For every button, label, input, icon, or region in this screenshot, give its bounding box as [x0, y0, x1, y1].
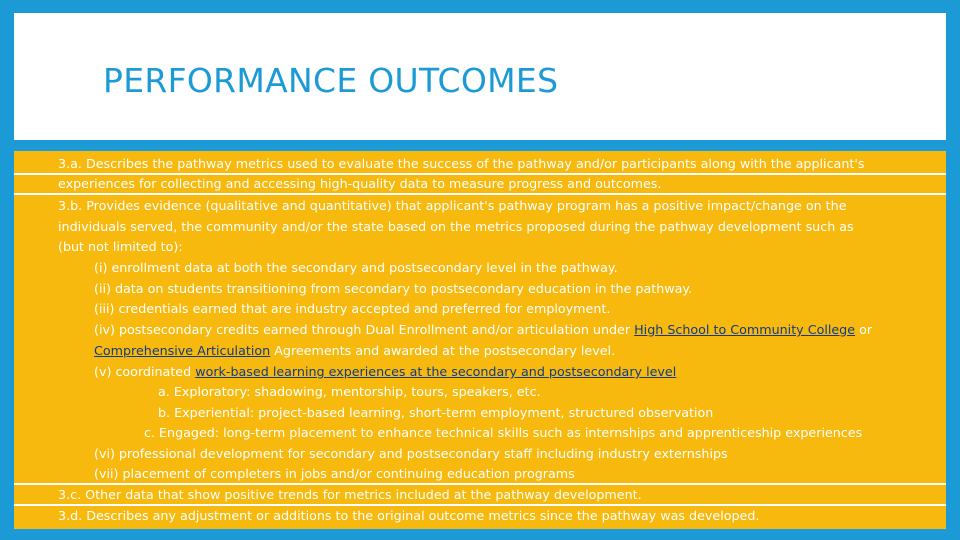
- text-line: (ii) data on students transitioning from secondary to postsecondary education in the pathway.: [94, 281, 693, 296]
- title-panel: [14, 13, 946, 140]
- text-segment: Agreements and awarded at the postsecondary level.: [270, 343, 616, 358]
- slide-title: PERFORMANCE OUTCOMES: [103, 61, 559, 100]
- text-line: experiences for collecting and accessing high-quality data to measure progress and outcomes.: [58, 176, 662, 191]
- content-panel: [14, 151, 946, 529]
- text-line: (iii) credentials earned that are industry accepted and preferred for employment.: [94, 301, 611, 316]
- link-comprehensive-articulation[interactable]: Comprehensive Articulation: [94, 343, 271, 358]
- link-secondary-postsecondary-level[interactable]: at the secondary and postsecondary level: [405, 364, 677, 379]
- text-segment: (iv) postsecondary credits earned through Dual Enrollment and/or articulation under: [94, 322, 635, 337]
- text-line: (but not limited to):: [58, 239, 183, 254]
- text-segment: or: [855, 322, 873, 337]
- text-line: (i) enrollment data at both the secondary and postsecondary level in the pathway.: [94, 260, 618, 275]
- text-line: 3.c. Other data that show positive trends for metrics included at the pathway development.: [58, 487, 642, 502]
- text-line: (vi) professional development for secondary and postsecondary staff including industry externships: [94, 446, 728, 461]
- text-line: individuals served, the community and/or the state based on the metrics proposed during the pathway development such as: [58, 219, 854, 234]
- text-line: a. Exploratory: shadowing, mentorship, tours, speakers, etc.: [158, 384, 541, 399]
- text-line: [94, 362, 676, 382]
- text-segment: (v) coordinated: [94, 364, 196, 379]
- text-line: [94, 320, 872, 340]
- text-line: (vii) placement of completers in jobs and/or continuing education programs: [94, 466, 575, 481]
- text-line: 3.b. Provides evidence (qualitative and quantitative) that applicant's pathway program has a positive impact/change on the: [58, 198, 847, 213]
- text-line: c. Engaged: long-term placement to enhance technical skills such as internships and apprenticeship experiences: [144, 425, 863, 440]
- link-work-based-learning-experiences[interactable]: work-based learning experiences: [195, 364, 406, 379]
- separator: [14, 193, 946, 195]
- text-line: b. Experiential: project-based learning, short-term employment, structured observation: [158, 405, 714, 420]
- text-line: 3.d. Describes any adjustment or additions to the original outcome metrics since the pathway was developed.: [58, 508, 760, 523]
- text-line: 3.a. Describes the pathway metrics used to evaluate the success of the pathway and/or participants along with the applicant's: [58, 156, 865, 171]
- text-line: [94, 341, 615, 361]
- link-high-school-to-community-college[interactable]: High School to Community College: [634, 322, 856, 337]
